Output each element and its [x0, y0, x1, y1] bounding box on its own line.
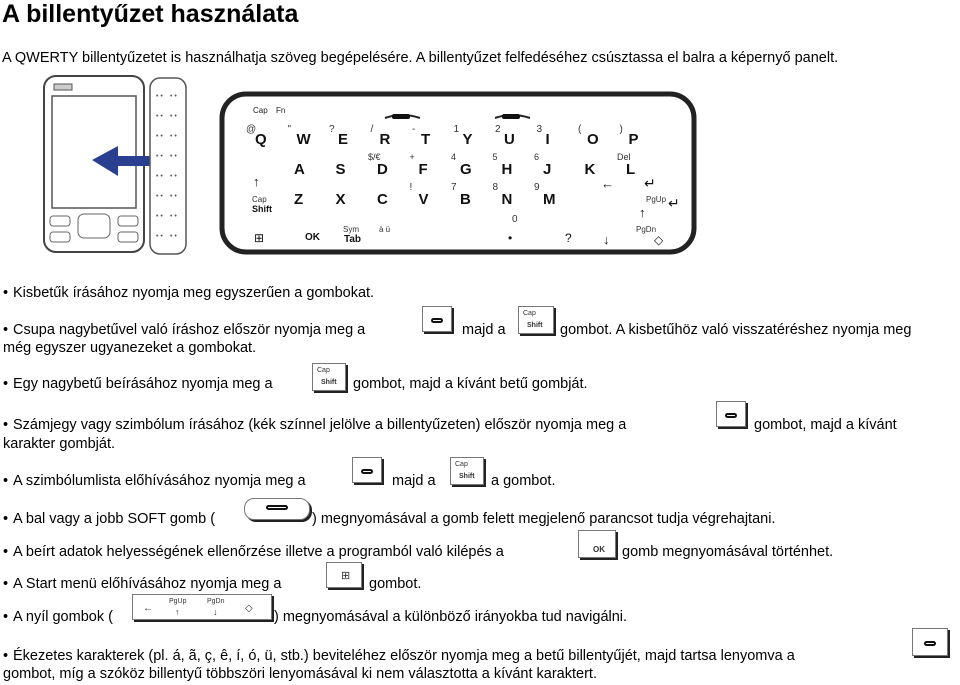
svg-text:• •: • •: [170, 113, 177, 120]
key-row1-9: P: [628, 131, 639, 148]
key-row1-7: I: [545, 131, 550, 148]
bullet-text: A beírt adatok helyességének ellenőrzése illetve a programból való kilépés a: [13, 544, 504, 560]
cap-shift-key-icon: Cap Shift: [518, 306, 554, 334]
key-row1-6: U: [504, 131, 515, 148]
bullet-text: gombot. A kisbetűhöz való visszatéréshez nyomja meg: [560, 322, 912, 338]
bullet-text: még egyszer ugyanezeket a gombokat.: [3, 340, 257, 356]
svg-text:• •: • •: [170, 173, 177, 180]
key-row1-3: R: [379, 131, 391, 148]
key-row1-1: W: [296, 131, 311, 148]
key-row3-3: V: [418, 191, 429, 208]
svg-text:↑: ↑: [253, 174, 260, 189]
key-row2-2: D: [377, 161, 388, 178]
svg-text:• •: • •: [156, 113, 163, 120]
bullet-text: Számjegy vagy szimbólum írásához (kék színnel jelölve a billentyűzeten) először nyomja meg a: [13, 417, 627, 433]
tab-key-label: Tab: [344, 234, 362, 245]
bullet-capslock: • Csupa nagybetűvel való íráshoz először nyomja meg a: [3, 322, 366, 338]
cap-label: Cap: [253, 106, 268, 115]
key-row2-6: J: [543, 161, 552, 178]
arrow-keys-icon: ← PgUp ↑ PgDn ↓ ◇: [132, 594, 272, 620]
soft-key-icon: [244, 498, 310, 520]
ok-key-label: OK: [305, 232, 320, 243]
key-row3-sub-3: !: [409, 182, 413, 193]
bullet-text: gombot, míg a szóköz billentyű többszöri lenyomásával ki nem választotta a kívánt karaktert.: [3, 666, 597, 682]
bullet-text: majd a: [462, 322, 506, 338]
svg-text:⊞: ⊞: [254, 231, 265, 245]
bullet-text: Egy nagybetű beírásához nyomja meg a: [13, 376, 273, 392]
key-row3-5: N: [501, 191, 513, 208]
key-row2-sub-3: +: [409, 152, 415, 162]
svg-text:• •: • •: [170, 133, 177, 140]
svg-text:• •: • •: [156, 213, 163, 220]
svg-text:?: ?: [565, 231, 572, 245]
intro-text: A QWERTY billentyűzetet is használhatja szöveg begépelésére. A billentyűzet felfedéséhez csúsztassa el balra a képernyő panelt.: [2, 50, 839, 66]
bullet-text: ) megnyomásával a különböző irányokba tud navigálni.: [274, 609, 628, 625]
bullet-text: Kisbetűk írásához nyomja meg egyszerűen a gombokat.: [13, 285, 375, 301]
key-row3-sub-4: 7: [451, 182, 457, 193]
bullet-text: A nyíl gombok (: [13, 609, 113, 625]
bullet-ok-key: • A beírt adatok helyességének ellenőrzése illetve a programból való kilépés a: [3, 544, 504, 560]
svg-text:↑: ↑: [639, 205, 646, 220]
bullet-start-menu: • A Start menü előhívásához nyomja meg a: [3, 576, 282, 592]
bullet-text: Csupa nagybetűvel való íráshoz először nyomja meg a: [13, 322, 366, 338]
key-row1-sub-6: 2: [495, 124, 501, 135]
pgup-key-label: PgUp: [646, 195, 667, 204]
key-row1-sub-9: ): [619, 124, 623, 135]
key-row2-0: A: [294, 161, 305, 178]
key-row3-2: C: [377, 191, 388, 208]
bullet-text: gombot, majd a kívánt: [754, 417, 897, 433]
key-row2-sub-6: 6: [534, 152, 540, 162]
svg-text:• •: • •: [156, 93, 163, 100]
key-row1-sub-2: ?: [329, 124, 335, 135]
bullet-arrow-keys: • A nyíl gombok (: [3, 609, 113, 625]
key-row3-4: B: [460, 191, 471, 208]
fn-label: Fn: [276, 106, 286, 115]
fn-key-icon: [352, 457, 382, 483]
bullet-text: majd a: [392, 473, 436, 489]
key-row1-4: T: [421, 131, 431, 148]
key-row1-sub-3: /: [370, 124, 374, 135]
svg-text:◇: ◇: [654, 233, 664, 247]
svg-text:↵: ↵: [668, 195, 680, 211]
key-row3-0: Z: [294, 191, 304, 208]
key-row1-0: Q: [255, 131, 267, 148]
key-row2-7: K: [584, 161, 596, 178]
shift-key-label: Shift: [252, 204, 272, 214]
key-row1-sub-1: ": [287, 124, 292, 135]
bullet-text: Ékezetes karakterek (pl. á, ã, ç, ê, í, ó, ü, stb.) beviteléhez először nyomja meg a betű billentyűjét, majd tartsa lenyomva a: [13, 648, 795, 664]
key-row2-sub-8: Del: [617, 152, 631, 162]
fn-key-icon: [912, 628, 948, 656]
svg-text:• •: • •: [156, 233, 163, 240]
key-row2-1: S: [335, 161, 346, 178]
fn-key-icon: [716, 401, 746, 427]
accent-key-label: à ü: [379, 225, 391, 234]
bullet-text: karakter gombját.: [3, 436, 116, 452]
side-keypad: [150, 78, 186, 254]
page-title: A billentyűzet használata: [2, 0, 299, 28]
cap-key-label: Cap: [252, 195, 267, 204]
svg-text:• •: • •: [170, 93, 177, 100]
bullet-text: a gombot.: [491, 473, 556, 489]
bullet-text: A szimbólumlista előhívásához nyomja meg a: [13, 473, 306, 489]
svg-text:• •: • •: [170, 233, 177, 240]
key-row3-6: M: [543, 191, 556, 208]
pgdn-key-label: PgDn: [636, 225, 657, 234]
svg-text:•: •: [508, 231, 513, 245]
bullet-soft-keys: • A bal vagy a jobb SOFT gomb (: [3, 511, 216, 527]
key-row2-sub-5: 5: [492, 152, 498, 162]
fn-key-icon: [422, 306, 452, 332]
keyboard-figure: [40, 74, 700, 266]
svg-text:↵: ↵: [644, 175, 656, 191]
bullet-text: gomb megnyomásával történhet.: [622, 544, 834, 560]
sym-key-label: Sym: [343, 225, 359, 234]
key-row2-4: G: [460, 161, 472, 178]
bullet-symbols: • A szimbólumlista előhívásához nyomja meg a: [3, 473, 306, 489]
bullet-text: A bal vagy a jobb SOFT gomb (: [13, 511, 216, 527]
key-row2-sub-2: $/€: [368, 152, 381, 162]
key-row2-sub-4: 4: [451, 152, 457, 162]
bullet-text: A Start menü előhívásához nyomja meg a: [13, 576, 282, 592]
key-row1-2: E: [338, 131, 349, 148]
svg-text:• •: • •: [156, 173, 163, 180]
svg-text:• •: • •: [156, 193, 163, 200]
key-row3-sub-5: 8: [492, 182, 499, 193]
key-row1-sub-0: @: [246, 124, 257, 135]
svg-text:↓: ↓: [603, 232, 610, 247]
bullet-accents: • Ékezetes karakterek (pl. á, ã, ç, ê, í, ó, ü, stb.) beviteléhez először nyomja meg a betű billentyűjét, majd tartsa lenyomva a: [3, 648, 795, 664]
windows-key-icon: ⊞: [326, 562, 362, 588]
bullet-lowercase: • Kisbetűk írásához nyomja meg egyszerűen a gombokat.: [3, 285, 375, 301]
key-row1-sub-5: 1: [453, 124, 460, 135]
svg-text:• •: • •: [156, 153, 163, 160]
key-row3-1: X: [335, 191, 346, 208]
qwerty-keyboard: [222, 94, 694, 252]
bullet-single-capital: • Egy nagybetű beírásához nyomja meg a: [3, 376, 273, 392]
key-row1-sub-7: 3: [536, 124, 543, 135]
cap-shift-key-icon: Cap Shift: [450, 457, 484, 485]
svg-text:←: ←: [601, 176, 614, 191]
bullet-text: gombot, majd a kívánt betű gombját.: [353, 376, 588, 392]
key-row2-8: L: [626, 161, 636, 178]
key-row2-3: F: [418, 161, 428, 178]
key-row3-sub-6: 9: [534, 182, 540, 193]
cap-shift-key-icon: Cap Shift: [312, 363, 346, 391]
key-row1-sub-4: -: [412, 124, 416, 135]
ok-key-icon: OK: [578, 530, 616, 558]
svg-text:• •: • •: [170, 153, 177, 160]
bullet-text: gombot.: [369, 576, 422, 592]
key-row2-5: H: [501, 161, 513, 178]
key-row1-8: O: [587, 131, 599, 148]
svg-text:• •: • •: [170, 213, 177, 220]
key-row1-sub-8: (: [578, 124, 582, 135]
bullet-numbers: • Számjegy vagy szimbólum írásához (kék színnel jelölve a billentyűzeten) először nyomja meg a: [3, 417, 627, 433]
zero-key-label: 0: [512, 214, 518, 225]
key-row1-5: Y: [462, 131, 473, 148]
bullet-text: ) megnyomásával a gomb felett megjelenő parancsot tudja végrehajtani.: [312, 511, 776, 527]
svg-text:• •: • •: [170, 193, 177, 200]
svg-text:• •: • •: [156, 133, 163, 140]
